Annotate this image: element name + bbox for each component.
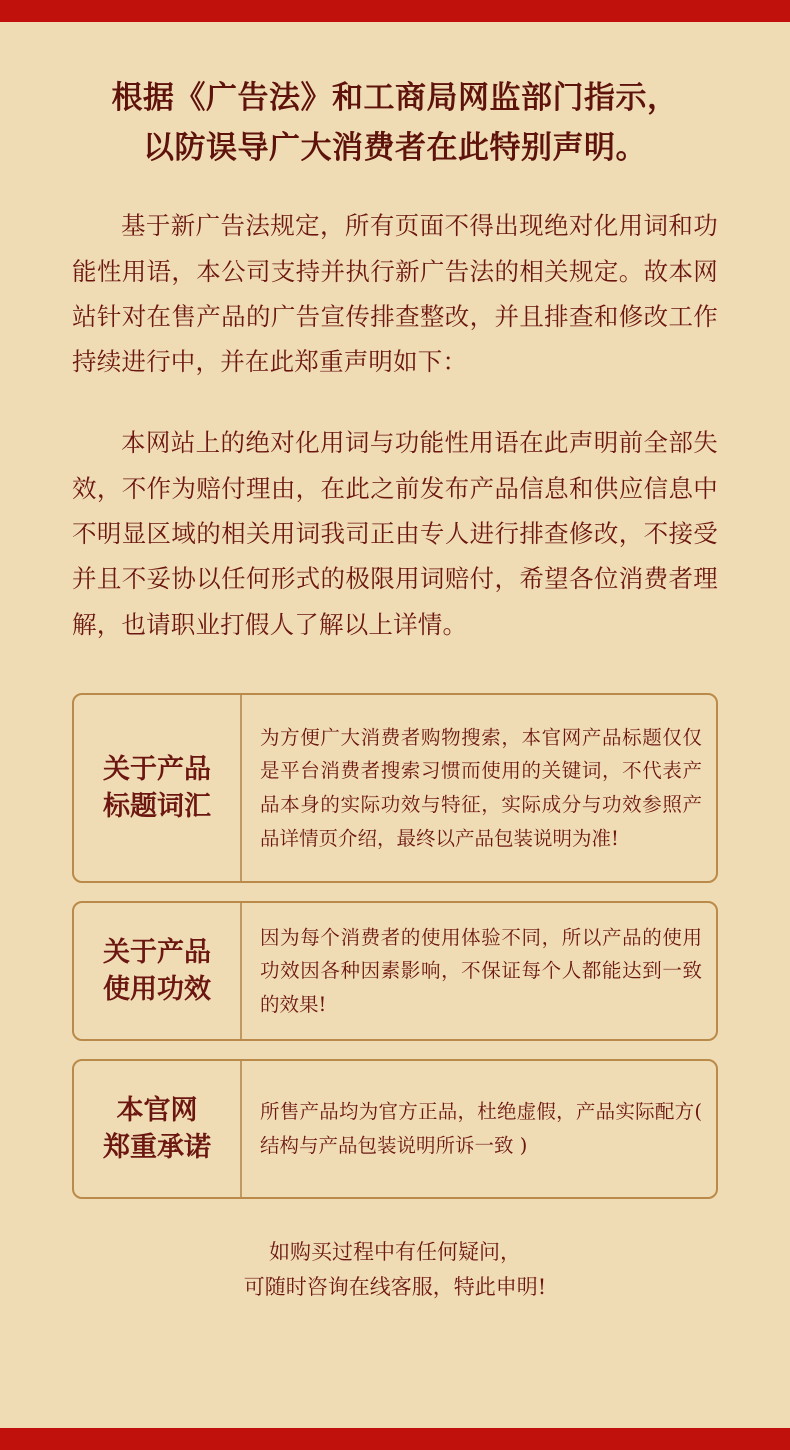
card-label-product-efficacy bbox=[74, 903, 242, 1039]
paragraph-second: 本网站上的绝对化用词与功能性用语在此声明前全部失效，不作为赔付理由，在此之前发布产品信息和供应信息中不明显区域的相关用词我司正由专人进行排查修改，不接受并且不妥协以任何形式的极限用词赔付，希望各位消费者理解，也请职业打假人了解以上详情。 bbox=[72, 428, 718, 639]
card-label-product-title-wording bbox=[74, 695, 242, 881]
card-label-line2: 标题词汇 bbox=[103, 791, 211, 822]
page-title-line1: 根据《广告法》和工商局网监部门指示， bbox=[111, 80, 679, 116]
card-label-line2: 使用功效 bbox=[103, 974, 211, 1005]
footer-line1: 如购买过程中有任何疑问， bbox=[269, 1240, 521, 1264]
card-label-official-promise bbox=[74, 1061, 242, 1197]
card-body-product-title-wording: 为方便广大消费者购物搜索，本官网产品标题仅仅是平台消费者搜索习惯而使用的关键词，不代表产品本身的实际功效与特征，实际成分与功效参照产品详情页介绍，最终以产品包装说明为准! bbox=[260, 725, 702, 850]
card-body-product-efficacy: 因为每个消费者的使用体验不同，所以产品的使用功效因各种因素影响，不保证每个人都能达到一致的效果! bbox=[260, 925, 702, 1016]
footer-note bbox=[72, 1235, 718, 1304]
card-product-title-wording bbox=[72, 693, 718, 883]
top-red-band bbox=[0, 0, 790, 22]
statement-cards bbox=[72, 693, 718, 1199]
content-area bbox=[0, 22, 790, 1450]
page-title-line2: 以防误导广大消费者在此特别声明。 bbox=[143, 129, 647, 166]
bottom-red-band bbox=[0, 1428, 790, 1450]
card-label-line1: 关于产品 bbox=[103, 936, 211, 968]
footer-line2: 可随时咨询在线客服，特此申明! bbox=[243, 1274, 547, 1299]
paragraph-first: 基于新广告法规定，所有页面不得出现绝对化用词和功能性用语，本公司支持并执行新广告法的相关规定。故本网站针对在售产品的广告宣传排查整改，并且排查和修改工作持续进行中，并在此郑重声明如下： bbox=[72, 211, 718, 377]
page-title bbox=[72, 74, 718, 173]
card-product-efficacy bbox=[72, 901, 718, 1041]
card-label-line2: 郑重承诺 bbox=[103, 1132, 211, 1163]
card-official-promise bbox=[72, 1059, 718, 1199]
card-label-line1: 关于产品 bbox=[103, 753, 211, 785]
card-label-line1: 本官网 bbox=[116, 1094, 198, 1126]
card-body-official-promise: 所售产品均为官方正品，杜绝虚假，产品实际配方( 结构与产品包装说明所诉一致 ) bbox=[260, 1100, 702, 1157]
